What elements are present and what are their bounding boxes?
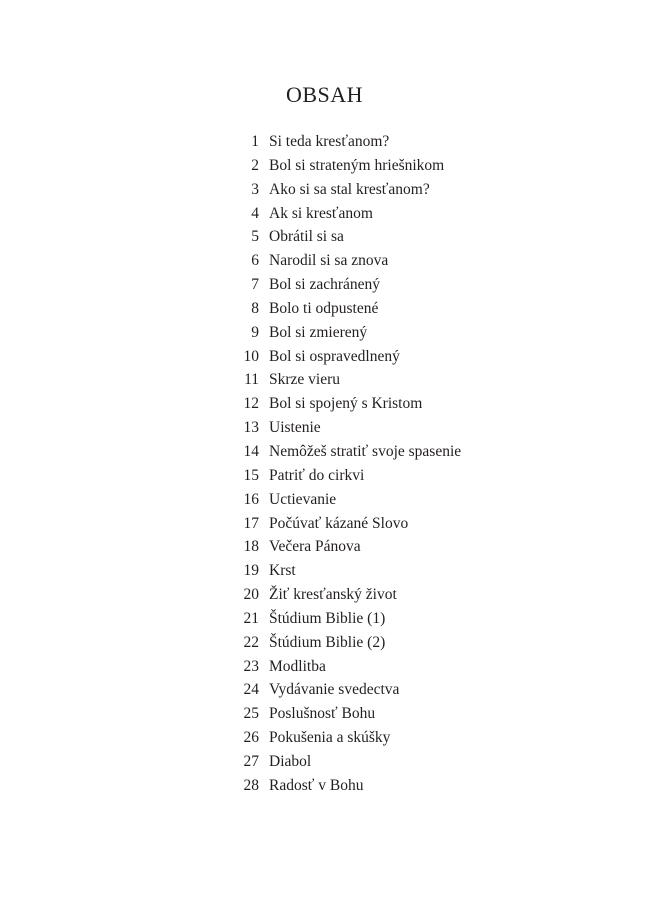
toc-entry-title: Si teda kresťanom? bbox=[269, 133, 390, 150]
toc-entry-number: 8 bbox=[251, 299, 259, 317]
toc-entry bbox=[232, 345, 461, 369]
toc-entry-title: Uistenie bbox=[269, 419, 321, 437]
toc-entry bbox=[232, 750, 461, 774]
toc-entry bbox=[232, 225, 461, 249]
toc-entry-number: 27 bbox=[243, 752, 259, 770]
toc-entry bbox=[232, 392, 461, 416]
toc-entry-number: 2 bbox=[251, 156, 259, 174]
toc-entry-title: Štúdium Biblie (1) bbox=[269, 609, 386, 627]
toc-entry-title: Bol si strateným hriešnikom bbox=[269, 156, 445, 174]
toc-entry-title: Vydávanie svedectva bbox=[269, 681, 400, 699]
toc-entry-number: 15 bbox=[243, 466, 259, 484]
toc-entry-number: 17 bbox=[243, 514, 259, 532]
toc-entry-number: 16 bbox=[243, 490, 259, 508]
toc-entry bbox=[232, 631, 461, 655]
toc-entry-number: 6 bbox=[251, 252, 259, 270]
toc-entry bbox=[232, 583, 461, 607]
toc-entry bbox=[232, 607, 461, 631]
toc-entry-number: 9 bbox=[251, 323, 259, 341]
toc-entry-title: Modlitba bbox=[269, 657, 326, 675]
toc-entry-title: Ako si sa stal kresťanom? bbox=[269, 180, 430, 198]
toc-entry-title: Ak si kresťanom bbox=[269, 204, 373, 222]
toc-entry-title: Poslušnosť Bohu bbox=[269, 705, 376, 723]
toc-entry-number: 20 bbox=[243, 586, 259, 604]
toc-entry bbox=[232, 368, 461, 392]
toc-entry bbox=[232, 464, 461, 488]
toc-entry bbox=[232, 249, 461, 273]
toc-entry-title: Patriť do cirkvi bbox=[269, 466, 365, 484]
toc-entry bbox=[232, 726, 461, 750]
toc-entry-number: 7 bbox=[251, 276, 259, 294]
toc-entry-number: 5 bbox=[251, 228, 259, 246]
toc-entry-title: Bolo ti odpustené bbox=[269, 299, 379, 317]
toc-entry-title: Uctievanie bbox=[269, 490, 337, 508]
toc-entry-number: 3 bbox=[251, 180, 259, 198]
toc-entry-title: Radosť v Bohu bbox=[269, 776, 364, 794]
toc-entry-title: Počúvať kázané Slovo bbox=[269, 514, 409, 532]
toc-entry bbox=[232, 702, 461, 726]
toc-entry-number: 13 bbox=[243, 419, 259, 437]
toc-entry-number: 18 bbox=[243, 538, 259, 556]
toc-entry-title: Diabol bbox=[269, 752, 312, 770]
toc-entry-number: 28 bbox=[243, 776, 259, 794]
toc-entry-number: 14 bbox=[243, 442, 259, 460]
toc-entry-title: Narodil si sa znova bbox=[269, 252, 389, 270]
toc-entry-number: 19 bbox=[243, 562, 259, 580]
toc-entry-title: Bol si ospravedlnený bbox=[269, 347, 400, 365]
toc-entry-title: Bol si zachránený bbox=[269, 276, 381, 294]
toc-entry bbox=[232, 416, 461, 440]
toc-entry-number: 26 bbox=[243, 729, 259, 747]
toc-entry bbox=[232, 774, 461, 798]
toc-entry-number: 25 bbox=[243, 705, 259, 723]
toc-entry-title: Žiť kresťanský život bbox=[269, 586, 397, 604]
toc-entry-title: Bol si spojený s Kristom bbox=[269, 395, 423, 413]
toc-entry-number: 24 bbox=[243, 681, 259, 699]
toc-entry-title: Nemôžeš stratiť svoje spasenie bbox=[269, 442, 462, 460]
table-of-contents bbox=[232, 130, 461, 798]
toc-entry bbox=[232, 154, 461, 178]
toc-entry bbox=[232, 202, 461, 226]
toc-entry-number: 22 bbox=[243, 633, 259, 651]
toc-entry bbox=[232, 655, 461, 679]
toc-entry-title: Pokušenia a skúšky bbox=[269, 729, 391, 747]
toc-entry bbox=[232, 512, 461, 536]
toc-entry-title: Skrze vieru bbox=[269, 371, 341, 389]
toc-entry bbox=[232, 440, 461, 464]
toc-entry-number: 1 bbox=[251, 133, 259, 150]
toc-entry bbox=[232, 559, 461, 583]
toc-entry-title: Štúdium Biblie (2) bbox=[269, 633, 386, 651]
toc-entry-number: 4 bbox=[251, 204, 259, 222]
toc-entry-number: 23 bbox=[243, 657, 259, 675]
toc-entry-title: Večera Pánova bbox=[269, 538, 361, 556]
page-title: OBSAH bbox=[286, 82, 364, 107]
toc-entry bbox=[232, 488, 461, 512]
toc-entry-number: 12 bbox=[243, 395, 259, 413]
toc-entry-number: 10 bbox=[243, 347, 259, 365]
toc-entry bbox=[232, 273, 461, 297]
toc-entry bbox=[232, 130, 461, 154]
toc-entry-title: Krst bbox=[269, 562, 296, 580]
toc-entry bbox=[232, 178, 461, 202]
toc-entry-title: Obrátil si sa bbox=[269, 228, 344, 246]
toc-entry bbox=[232, 321, 461, 345]
toc-entry bbox=[232, 535, 461, 559]
toc-entry bbox=[232, 297, 461, 321]
toc-entry-number: 21 bbox=[243, 609, 259, 627]
toc-entry-title: Bol si zmierený bbox=[269, 323, 368, 341]
toc-entry-number: 11 bbox=[244, 371, 259, 389]
toc-entry bbox=[232, 678, 461, 702]
